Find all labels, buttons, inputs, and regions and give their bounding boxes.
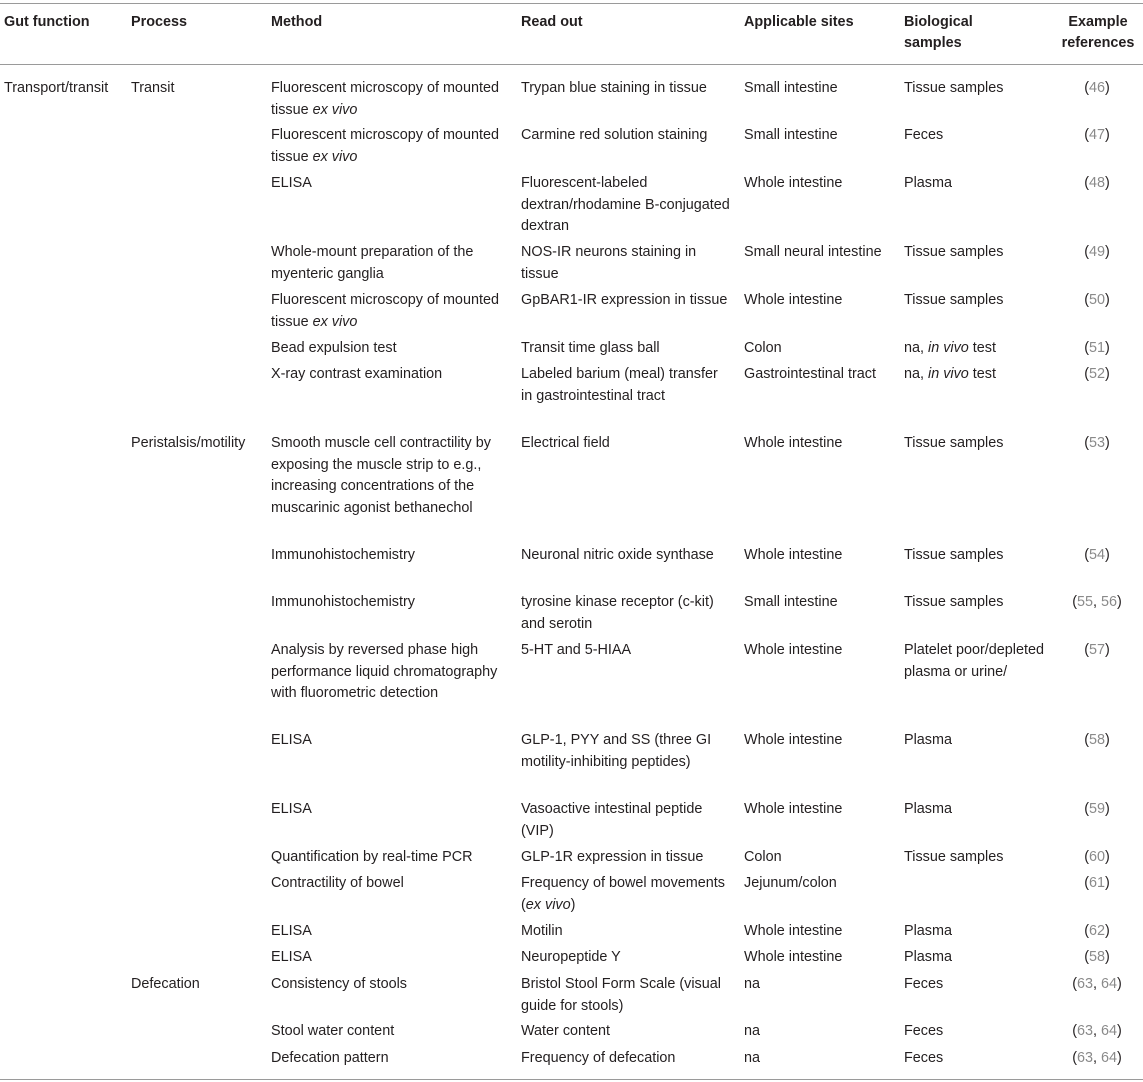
cell-applicable-site: Whole intestine: [744, 642, 843, 658]
reference-link[interactable]: 57: [1088, 642, 1105, 658]
cell-example-references: (55, 56): [1072, 594, 1122, 610]
cell-read-out: 5-HT and 5-HIAA: [521, 642, 632, 658]
reference-link[interactable]: 59: [1088, 801, 1105, 817]
cell-read-out: Fluorescent-labeled dextran/rhodamine B-conjugated dextran: [521, 175, 730, 234]
cell-biological-sample: Tissue samples: [904, 80, 1004, 96]
cell-example-references: (46): [1084, 80, 1110, 96]
cell-read-out: Neuropeptide Y: [521, 949, 621, 965]
cell-biological-sample: Tissue samples: [904, 435, 1004, 451]
cell-method: ELISA: [271, 732, 312, 748]
cell-biological-sample: Feces: [904, 1023, 944, 1039]
cell-applicable-site: na: [744, 976, 761, 992]
cell-method: Defecation pattern: [271, 1050, 389, 1066]
cell-method: ELISA: [271, 923, 312, 939]
reference-link[interactable]: 60: [1088, 849, 1105, 865]
cell-applicable-site: Small neural intestine: [744, 244, 882, 260]
cell-biological-sample: Plasma: [904, 949, 952, 965]
cell-applicable-site: Whole intestine: [744, 292, 843, 308]
cell-applicable-site: Whole intestine: [744, 547, 843, 563]
cell-biological-sample: Tissue samples: [904, 594, 1004, 610]
header-process: Process: [131, 14, 188, 30]
cell-read-out: GpBAR1-IR expression in tissue: [521, 292, 728, 308]
header-read-out: Read out: [521, 14, 583, 30]
cell-applicable-site: na: [744, 1050, 761, 1066]
cell-read-out: GLP-1R expression in tissue: [521, 849, 704, 865]
header-biological-samples-line1: Biological: [904, 14, 973, 30]
cell-example-references: (48): [1084, 175, 1110, 191]
cell-biological-sample: Tissue samples: [904, 292, 1004, 308]
reference-link[interactable]: 58: [1088, 949, 1105, 965]
cell-example-references: (57): [1084, 642, 1110, 658]
cell-example-references: (60): [1084, 849, 1110, 865]
cell-applicable-site: Whole intestine: [744, 435, 843, 451]
cell-example-references: (63, 64): [1072, 976, 1122, 992]
cell-read-out: Water content: [521, 1023, 611, 1039]
cell-applicable-site: Small intestine: [744, 594, 838, 610]
header-applicable-sites: Applicable sites: [744, 14, 854, 30]
cell-example-references: (59): [1084, 801, 1110, 817]
reference-link[interactable]: 54: [1088, 547, 1105, 563]
cell-process: Transit: [131, 80, 175, 96]
cell-method: Immunohistochemistry: [271, 547, 415, 563]
cell-method: Smooth muscle cell contractility by exposing the muscle strip to e.g., increasing concentrations of the muscarinic agonist bethanechol: [271, 435, 491, 516]
reference-link[interactable]: 53: [1088, 435, 1105, 451]
reference-link[interactable]: 63: [1076, 1050, 1093, 1066]
cell-read-out: Electrical field: [521, 435, 610, 451]
cell-biological-sample: Plasma: [904, 801, 952, 817]
cell-method: X-ray contrast examination: [271, 366, 443, 382]
header-biological-samples: [904, 12, 973, 54]
cell-gut-function: Transport/transit: [4, 80, 109, 96]
header-example-references: [1057, 12, 1139, 54]
reference-link[interactable]: 64: [1101, 1050, 1118, 1066]
cell-example-references: (58): [1084, 732, 1110, 748]
cell-read-out: GLP-1, PYY and SS (three GI motility-inhibiting peptides): [521, 732, 712, 770]
cell-example-references: (63, 64): [1072, 1023, 1122, 1039]
cell-method: Whole-mount preparation of the myenteric ganglia: [271, 244, 474, 282]
cell-read-out: Labeled barium (meal) transfer in gastrointestinal tract: [521, 366, 718, 404]
reference-link[interactable]: 63: [1076, 976, 1093, 992]
cell-read-out: Frequency of bowel movements (ex vivo): [521, 875, 725, 913]
header-example-references-line1: Example: [1068, 14, 1128, 30]
cell-method: Analysis by reversed phase high performance liquid chromatography with fluorometric detection: [271, 642, 498, 701]
cell-example-references: (47): [1084, 127, 1110, 143]
cell-biological-sample: Platelet poor/depleted plasma or urine/: [904, 642, 1045, 680]
cell-biological-sample: Plasma: [904, 923, 952, 939]
cell-read-out: Vasoactive intestinal peptide (VIP): [521, 801, 703, 839]
reference-link[interactable]: 52: [1088, 366, 1105, 382]
cell-example-references: (50): [1084, 292, 1110, 308]
cell-applicable-site: Colon: [744, 340, 782, 356]
cell-method: Contractility of bowel: [271, 875, 404, 891]
reference-link[interactable]: 55: [1076, 594, 1093, 610]
cell-applicable-site: Whole intestine: [744, 949, 843, 965]
cell-method: Quantification by real-time PCR: [271, 849, 473, 865]
cell-method: Bead expulsion test: [271, 340, 397, 356]
cell-biological-sample: Tissue samples: [904, 849, 1004, 865]
table-top-rule: [0, 3, 1143, 4]
cell-biological-sample: Feces: [904, 1050, 944, 1066]
cell-method: Stool water content: [271, 1023, 395, 1039]
cell-method: Consistency of stools: [271, 976, 407, 992]
reference-link[interactable]: 49: [1088, 244, 1105, 260]
cell-read-out: Motilin: [521, 923, 563, 939]
cell-read-out: Trypan blue staining in tissue: [521, 80, 707, 96]
cell-biological-sample: na, in vivo test: [904, 366, 997, 382]
cell-example-references: (53): [1084, 435, 1110, 451]
reference-link[interactable]: 50: [1088, 292, 1105, 308]
cell-process: Defecation: [131, 976, 200, 992]
cell-method: Fluorescent microscopy of mounted tissue ex vivo: [271, 127, 499, 165]
cell-read-out: Carmine red solution staining: [521, 127, 708, 143]
cell-applicable-site: Gastrointestinal tract: [744, 366, 876, 382]
cell-applicable-site: Whole intestine: [744, 732, 843, 748]
cell-biological-sample: Plasma: [904, 175, 952, 191]
header-gut-function: Gut function: [4, 14, 90, 30]
cell-biological-sample: Tissue samples: [904, 547, 1004, 563]
cell-applicable-site: Colon: [744, 849, 782, 865]
reference-link[interactable]: 47: [1088, 127, 1105, 143]
cell-method: ELISA: [271, 801, 312, 817]
reference-link[interactable]: 46: [1088, 80, 1105, 96]
cell-applicable-site: Whole intestine: [744, 175, 843, 191]
cell-process: Peristalsis/motility: [131, 435, 246, 451]
reference-link[interactable]: 62: [1088, 923, 1105, 939]
cell-applicable-site: Whole intestine: [744, 801, 843, 817]
cell-applicable-site: Small intestine: [744, 127, 838, 143]
cell-method: Fluorescent microscopy of mounted tissue ex vivo: [271, 292, 499, 330]
table-bottom-rule: [0, 1079, 1143, 1080]
cell-method: Immunohistochemistry: [271, 594, 415, 610]
cell-example-references: (61): [1084, 875, 1110, 891]
header-biological-samples-line2: samples: [904, 35, 962, 51]
reference-link[interactable]: 64: [1101, 976, 1118, 992]
cell-biological-sample: na, in vivo test: [904, 340, 997, 356]
cell-read-out: Frequency of defecation: [521, 1050, 676, 1066]
cell-applicable-site: Whole intestine: [744, 923, 843, 939]
cell-applicable-site: na: [744, 1023, 761, 1039]
cell-example-references: (52): [1084, 366, 1110, 382]
reference-link[interactable]: 48: [1088, 175, 1105, 191]
cell-read-out: Bristol Stool Form Scale (visual guide for stools): [521, 976, 721, 1014]
cell-example-references: (51): [1084, 340, 1110, 356]
cell-biological-sample: Plasma: [904, 732, 952, 748]
header-method: Method: [271, 14, 323, 30]
cell-method: Fluorescent microscopy of mounted tissue ex vivo: [271, 80, 499, 118]
cell-biological-sample: Feces: [904, 976, 944, 992]
cell-example-references: (49): [1084, 244, 1110, 260]
cell-applicable-site: Small intestine: [744, 80, 838, 96]
cell-example-references: (58): [1084, 949, 1110, 965]
cell-method: ELISA: [271, 175, 312, 191]
header-example-references-line2: references: [1061, 35, 1135, 51]
cell-read-out: Transit time glass ball: [521, 340, 660, 356]
cell-biological-sample: Tissue samples: [904, 244, 1004, 260]
cell-method: ELISA: [271, 949, 312, 965]
reference-link[interactable]: 56: [1101, 594, 1118, 610]
reference-link[interactable]: 61: [1088, 875, 1105, 891]
cell-example-references: (62): [1084, 923, 1110, 939]
reference-link[interactable]: 58: [1088, 732, 1105, 748]
cell-applicable-site: Jejunum/colon: [744, 875, 837, 891]
reference-link[interactable]: 51: [1088, 340, 1105, 356]
cell-example-references: (54): [1084, 547, 1110, 563]
cell-read-out: Neuronal nitric oxide synthase: [521, 547, 714, 563]
table-header-rule: [0, 64, 1143, 65]
reference-link[interactable]: 64: [1101, 1023, 1118, 1039]
cell-biological-sample: Feces: [904, 127, 944, 143]
cell-read-out: tyrosine kinase receptor (c-kit) and serotin: [521, 594, 714, 632]
cell-read-out: NOS-IR neurons staining in tissue: [521, 244, 697, 282]
reference-link[interactable]: 63: [1076, 1023, 1093, 1039]
cell-example-references: (63, 64): [1072, 1050, 1122, 1066]
